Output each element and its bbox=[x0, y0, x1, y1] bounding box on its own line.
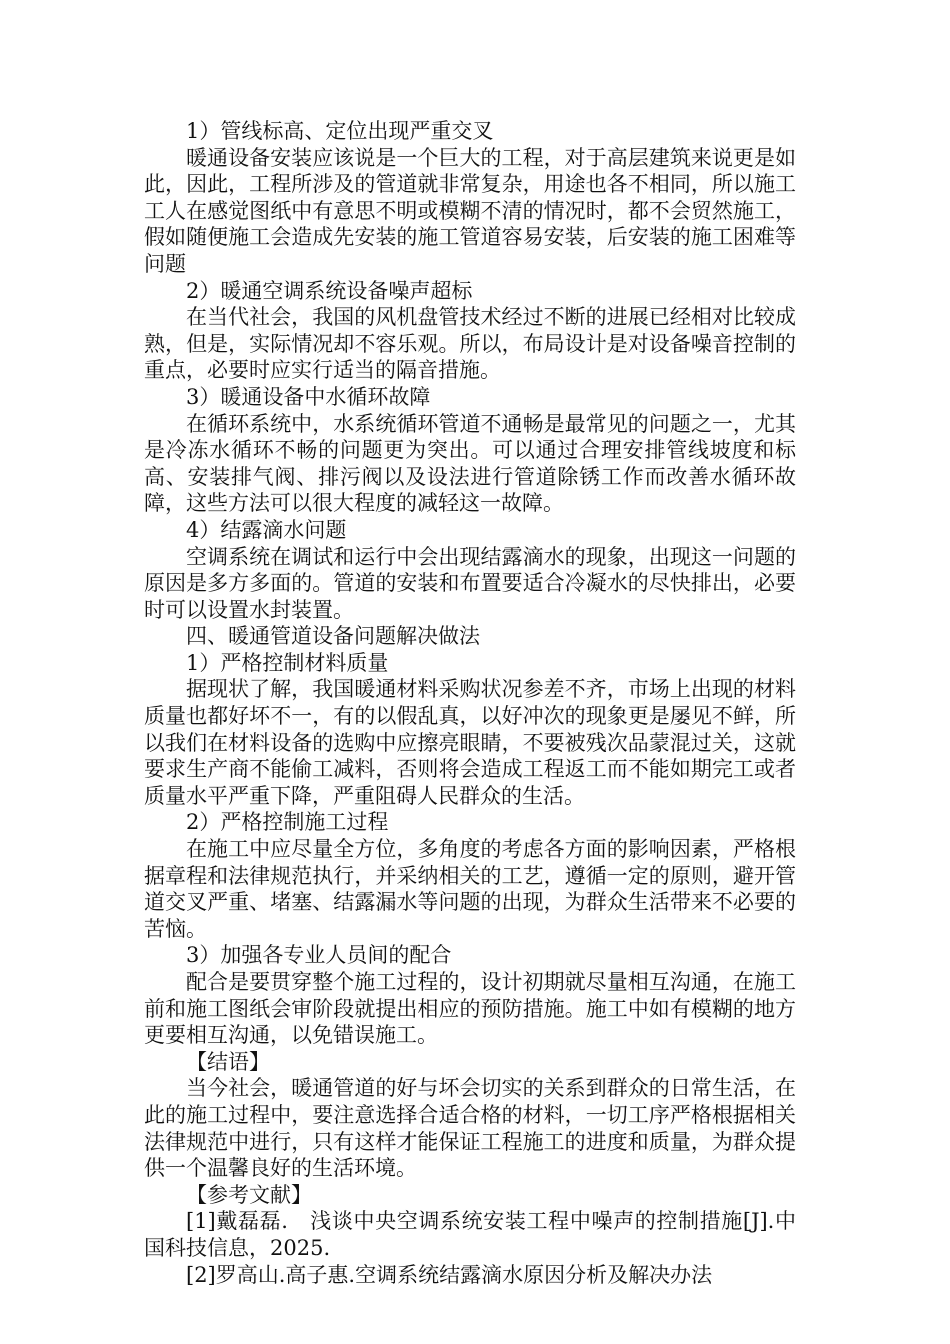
subheading-construction-process: 2）严格控制施工过程 bbox=[186, 810, 389, 835]
paragraph-construction-process: 在施工中应尽量全方位，多角度的考虑各方面的影响因素，严格根据章程和法律规范执行，并采纳相关的工艺，遵循一定的原则，避开管道交叉严重、堵塞、结露漏水等问题的出现，为群众生活带来不必要的苦恼。 bbox=[144, 837, 796, 941]
references-heading: 【参考文献】 bbox=[186, 1182, 312, 1207]
paragraph-water-circulation: 在循环系统中，水系统循环管道不通畅是最常见的问题之一，尤其是冷冻水循环不畅的问题更为突出。可以通过合理安排管线坡度和标高、安装排气阀、排污阀以及设法进行管道除锈工作而改善水循环故障，这些方法可以很大程度的减轻这一故障。 bbox=[144, 411, 796, 516]
paragraph-condensation: 空调系统在调试和运行中会出现结露滴水的现象，出现这一问题的原因是多方多面的。管道的安装和布置要适合冷凝水的尽快排出，必要时可以设置水封装置。 bbox=[144, 544, 796, 622]
paragraph-material-quality: 据现状了解，我国暖通材料采购状况参差不齐，市场上出现的材料质量也都好坏不一，有的以假乱真，以好冲次的现象更是屡见不鲜，所以我们在材料设备的选购中应擦亮眼睛，不要被残次品蒙混过关，这就要求生产商不能偷工减料，否则将会造成工程返工而不能如期完工或者质量水平严重下降，严重阻碍人民群众的生活。 bbox=[144, 677, 796, 808]
paragraph-pipeline-crossing: 暖通设备安装应该说是一个巨大的工程，对于高层建筑来说更是如此，因此，工程所涉及的管道就非常复杂，用途也各不相同，所以施工工人在感觉图纸中有意思不明或模糊不清的情况时，都不会贸然施工，假如随便施工会造成先安装的施工管道容易安装，后安装的施工困难等问题 bbox=[144, 145, 796, 276]
conclusion-heading: 【结语】 bbox=[186, 1049, 270, 1074]
subheading-noise: 2）暖通空调系统设备噪声超标 bbox=[186, 278, 473, 303]
subheading-water-circulation: 3）暖通设备中水循环故障 bbox=[186, 384, 431, 409]
section-heading-solutions: 四、暖通管道设备问题解决做法 bbox=[186, 624, 480, 649]
subheading-pipeline-crossing: 1）管线标高、定位出现严重交叉 bbox=[186, 119, 494, 143]
subheading-condensation: 4）结露滴水问题 bbox=[186, 517, 347, 542]
paragraph-noise: 在当代社会，我国的风机盘管技术经过不断的进展已经相对比较成熟，但是，实际情况却不容乐观。所以，布局设计是对设备噪音控制的重点，必要时应实行适当的隔音措施。 bbox=[144, 305, 796, 383]
reference-item: [1]戴磊磊. 浅谈中央空调系统安装工程中噪声的控制措施[J].中国科技信息，2025. bbox=[144, 1209, 796, 1260]
subheading-coordination: 3）加强各专业人员间的配合 bbox=[186, 943, 452, 968]
paragraph-coordination: 配合是要贯穿整个施工过程的，设计初期就尽量相互沟通，在施工前和施工图纸会审阶段就提出相应的预防措施。施工中如有模糊的地方更要相互沟通，以免错误施工。 bbox=[144, 970, 796, 1048]
paragraph-conclusion: 当今社会，暖通管道的好与坏会切实的关系到群众的日常生活，在此的施工过程中，要注意选择合适合格的材料，一切工序严格根据相关法律规范中进行，只有这样才能保证工程施工的进度和质量，为群众提供一个温馨良好的生活环境。 bbox=[144, 1076, 796, 1181]
subheading-material-quality: 1）严格控制材料质量 bbox=[186, 650, 389, 675]
document-page bbox=[144, 118, 796, 1288]
reference-item: [2]罗高山.高子惠.空调系统结露滴水原因分析及解决办法 bbox=[186, 1262, 713, 1287]
